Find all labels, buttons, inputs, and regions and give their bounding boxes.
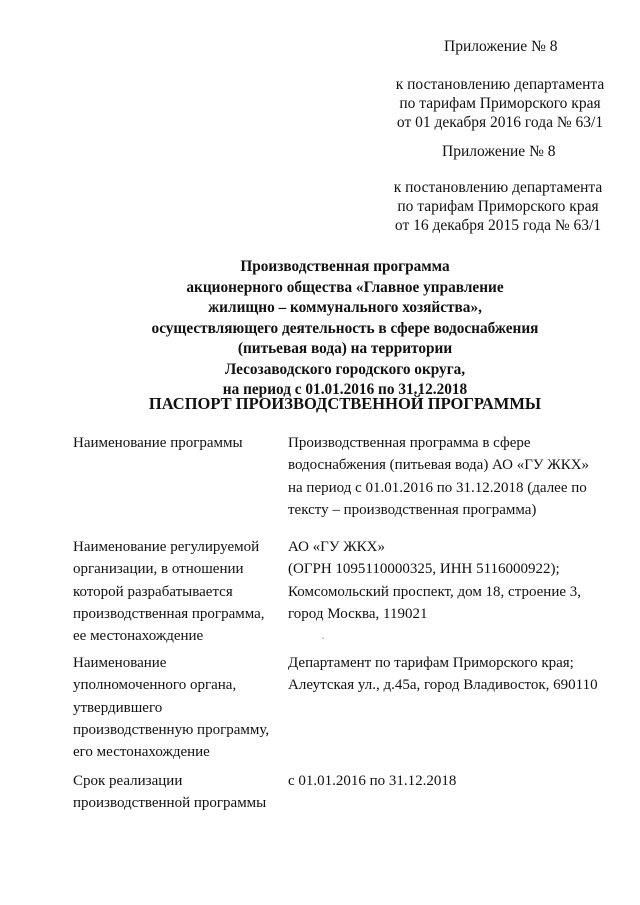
passport-heading: ПАСПОРТ ПРОИЗВОДСТВЕННОЙ ПРОГРАММЫ (148, 394, 542, 413)
value-line: на период с 01.01.2016 по 31.12.2018 (далее по (288, 479, 587, 496)
appendix-current-block (390, 75, 610, 132)
label-line: его местонахождение (73, 744, 210, 761)
value-line: Алеутская ул., д.45а, город Владивосток, 690110 (288, 677, 598, 694)
label-line: Наименование регулируемой (73, 539, 260, 555)
program-title-line: на период с 01.01.2016 по 31.12.2018 (222, 381, 468, 398)
value-line: АО «ГУ ЖКХ» (288, 539, 385, 555)
appendix-current-line: от 01 декабря 2016 года № 63/1 (396, 114, 604, 131)
appendix-previous-line: к постановлению департамента (393, 179, 603, 196)
label-line: утвердившего (73, 699, 163, 716)
label-line: уполномоченного органа, (73, 677, 237, 694)
label-line: производственную программу, (73, 721, 270, 738)
label-line: Наименование (73, 655, 167, 671)
program-title-line: осуществляющего деятельность в сфере водоснабжения (151, 319, 539, 337)
program-title-line: жилищно – коммунального хозяйства», (208, 299, 482, 316)
program-title-line: Лесозаводского городского округа, (224, 360, 466, 378)
passport-row-label (73, 652, 288, 763)
scan-speck (322, 637, 324, 639)
value-line: (ОГРН 1095110000325, ИНН 5116000922); (288, 561, 560, 578)
passport-row-value (288, 536, 608, 625)
program-title-line: Производственная программа (240, 258, 450, 275)
appendix-current-line: к постановлению департамента (395, 76, 605, 93)
passport-row-value (288, 770, 608, 792)
label-line: ее местонахождение (73, 628, 204, 645)
value-line: Комсомольский проспект, дом 18, строение 3, (288, 583, 582, 600)
value-line: Производственная программа в сфере (288, 435, 531, 451)
value-line: водоснабжения (питьевая вода) АО «ГУ ЖКХ» (288, 457, 590, 474)
appendix-previous-block (388, 178, 608, 235)
program-title-line: (питьевая вода) на территории (237, 340, 453, 357)
label-line: производственной программы (73, 795, 267, 812)
appendix-current-title: Приложение № 8 (444, 38, 558, 55)
appendix-previous-line: от 16 декабря 2015 года № 63/1 (394, 217, 602, 234)
passport-row-value (288, 432, 608, 521)
label-line: Наименование программы (73, 435, 243, 451)
program-title-line: акционерного общества «Главное управление (186, 278, 504, 296)
passport-row-label (73, 432, 288, 454)
label-line: которой разрабатывается (73, 583, 233, 600)
value-line: город Москва, 119021 (288, 605, 428, 622)
value-line: Департамент по тарифам Приморского края; (288, 655, 574, 671)
label-line: Срок реализации (73, 773, 183, 789)
passport-row-value (288, 652, 608, 697)
appendix-previous-title: Приложение № 8 (442, 143, 556, 160)
program-title (100, 257, 590, 401)
appendix-previous-line: по тарифам Приморского края (397, 198, 599, 215)
value-line: с 01.01.2016 по 31.12.2018 (288, 773, 457, 789)
label-line: организации, в отношении (73, 561, 244, 578)
appendix-current-line: по тарифам Приморского края (399, 95, 601, 112)
value-line: тексту – производственная программа) (288, 501, 537, 518)
passport-row-label (73, 536, 288, 647)
label-line: производственная программа, (73, 605, 265, 622)
passport-row-label (73, 770, 288, 815)
